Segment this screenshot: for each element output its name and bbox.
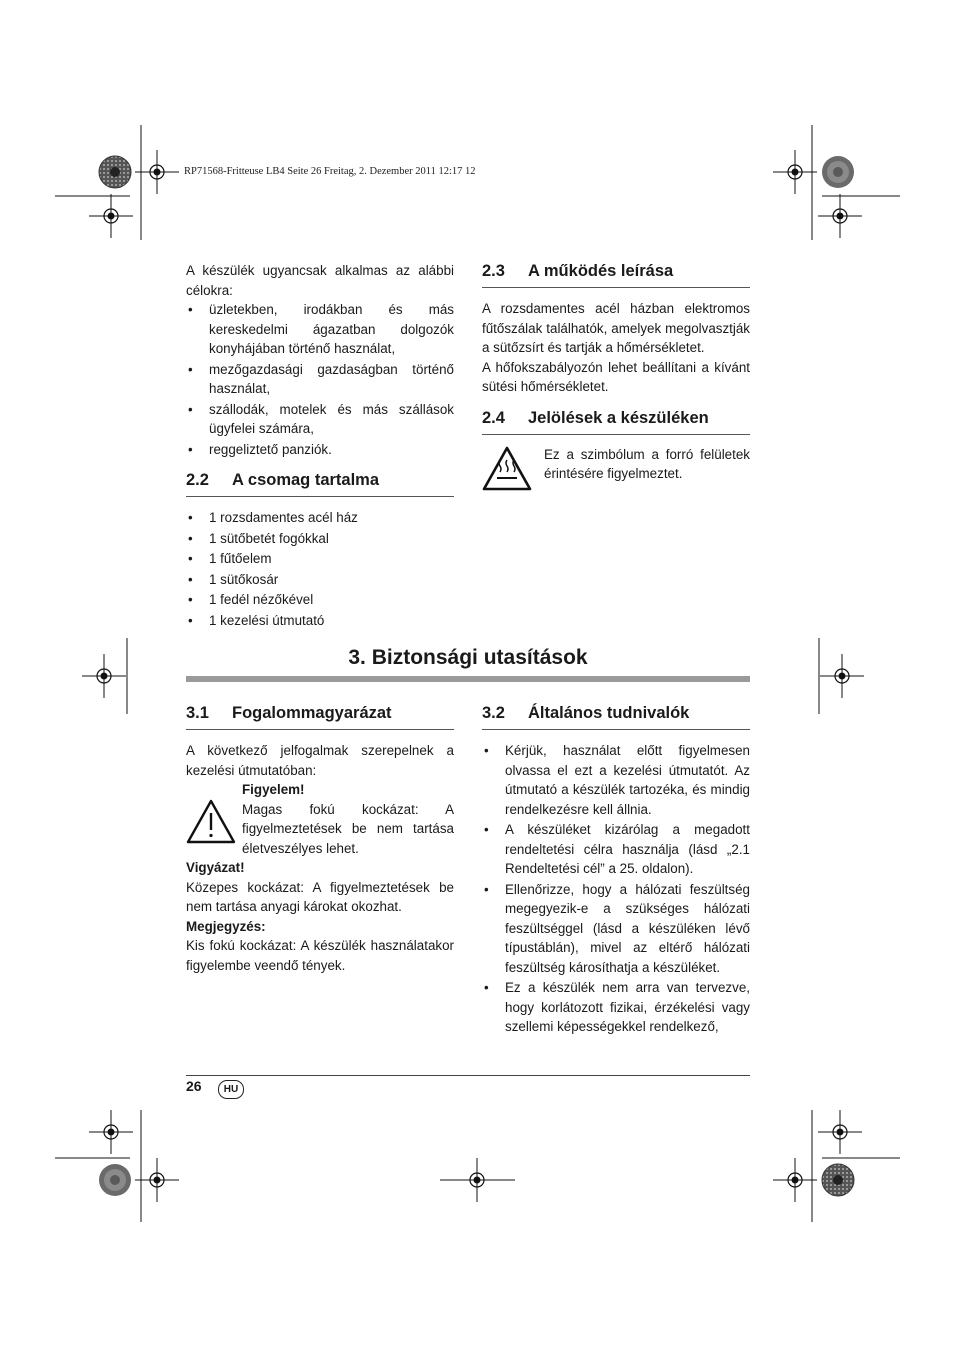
- section-heading-3-2: [482, 703, 750, 730]
- description-paragraph: A rozsdamentes acél házban elektromos fűtőszálak találhatók, amelyek megolvasztják a sütőzsírt és tartják a hőmérsékletet.: [482, 301, 750, 355]
- registration-starburst-icon: [822, 1164, 854, 1196]
- left-top-column: [186, 261, 454, 631]
- terms-intro: A következő jelfogalmak szerepelnek a kezelési útmutatóban:: [186, 743, 454, 778]
- registration-cross-icon: [135, 1158, 179, 1202]
- left-bottom-column: [186, 703, 454, 975]
- registration-cross-icon: [773, 150, 817, 194]
- megjegyzes-label: Megjegyzés:: [186, 918, 266, 934]
- registration-dot-icon: [822, 156, 854, 188]
- danger-row: [186, 780, 454, 858]
- figyelem-label: Figyelem!: [242, 782, 305, 797]
- print-header: RP71568-Fritteuse LB4 Seite 26 Freitag, 2. Dezember 2011 12:17 12: [184, 166, 476, 177]
- list-item: • üzletekben, irodákban és más kereskedelmi ágazatban dolgozók konyhájában történő használat,: [186, 300, 454, 359]
- section-heading-2-2: [186, 470, 454, 497]
- chapter-title: 3. Biztonsági utasítások: [348, 646, 588, 669]
- list-item: • Ellenőrizze, hogy a hálózati feszültség megegyezik-e a szükséges hálózati feszültséggel (lásd a készüléken lévő típustáblán), mivel az eltérő hálózati feszültség károsíthatja a készüléket.: [482, 880, 750, 978]
- hot-surface-text: Ez a szimbólum a forró felületek érintésére figyelmeztet.: [544, 446, 750, 481]
- figyelem-text: Magas fokú kockázat: A figyelmeztetések be nem tartása életveszélyes lehet.: [242, 801, 454, 856]
- general-info-list: [482, 741, 750, 1037]
- page-number: 26: [186, 1078, 202, 1094]
- description-paragraph: A hőfokszabályozón lehet beállítani a kívánt sütési hőmérsékletet.: [482, 359, 750, 394]
- vigyazat-label: Vigyázat!: [186, 860, 245, 875]
- list-item: • 1 rozsdamentes acél ház: [186, 508, 454, 528]
- section-title: Jelölések a készüléken: [528, 408, 709, 427]
- list-item: • szállodák, motelek és más szállások ügyfelei számára,: [186, 400, 454, 439]
- section-title: Fogalommagyarázat: [232, 704, 392, 722]
- registration-cross-icon: [818, 1110, 862, 1154]
- registration-starburst-icon: [99, 156, 131, 188]
- right-bottom-column: [482, 703, 750, 1038]
- language-badge: HU: [218, 1080, 244, 1099]
- section-number: 2.2: [186, 471, 209, 489]
- section-heading-3-1: [186, 703, 454, 730]
- registration-dot-icon: [99, 1164, 131, 1196]
- registration-cross-icon: [773, 1158, 817, 1202]
- list-item: • reggeliztető panziók.: [186, 440, 454, 460]
- list-item: • 1 kezelési útmutató: [186, 611, 454, 631]
- section-number: 2.4: [482, 408, 505, 427]
- section-number: 3.2: [482, 704, 505, 722]
- registration-cross-icon: [818, 194, 862, 238]
- hot-surface-row: [482, 445, 750, 491]
- list-item: • Ez a készülék nem arra van tervezve, hogy korlátozott fizikai, érzékelési vagy szellemi képességekkel rendelkező,: [482, 978, 750, 1037]
- registration-cross-icon: [82, 654, 126, 698]
- list-item: • Kérjük, használat előtt figyelmesen olvassa el ezt a kezelési útmutatót. Az útmutató a készülék tartozéka, és mindig rendelkezésre kell állnia.: [482, 741, 750, 819]
- right-top-column: [482, 261, 750, 491]
- package-contents-list: [186, 508, 454, 630]
- uses-list: [186, 300, 454, 459]
- registration-cross-icon: [820, 654, 864, 698]
- section-number: 3.1: [186, 704, 209, 722]
- list-item: • A készüléket kizárólag a megadott rendeltetési célra használja (lásd „2.1 Rendeltetési cél” a 25. oldalon).: [482, 820, 750, 879]
- danger-text-block: [242, 780, 454, 858]
- footer-divider: [186, 1075, 750, 1076]
- hot-surface-warning-icon: [482, 445, 532, 491]
- list-item: • 1 fűtőelem: [186, 549, 454, 569]
- section-heading-2-3: [482, 261, 750, 288]
- registration-cross-icon: [135, 150, 179, 194]
- list-item: • 1 sütőbetét fogókkal: [186, 529, 454, 549]
- section-title: A működés leírása: [528, 262, 674, 280]
- list-item: • 1 fedél nézőkével: [186, 590, 454, 610]
- list-item: • 1 sütőkosár: [186, 570, 454, 590]
- chapter-divider: [186, 676, 750, 682]
- registration-cross-icon: [89, 1110, 133, 1154]
- section-title: Általános tudnivalók: [528, 704, 690, 722]
- warning-triangle-icon: [186, 798, 236, 844]
- uses-intro: A készülék ugyancsak alkalmas az alábbi célokra:: [186, 263, 454, 298]
- section-number: 2.3: [482, 262, 505, 280]
- list-item: • mezőgazdasági gazdaságban történő használat,: [186, 360, 454, 399]
- registration-cross-icon: [89, 194, 133, 238]
- section-title: A csomag tartalma: [232, 471, 380, 489]
- section-heading-2-4: [482, 408, 750, 435]
- megjegyzes-text: Kis fokú kockázat: A készülék használatakor figyelembe veendő tények.: [186, 938, 454, 973]
- vigyazat-text: Közepes kockázat: A figyelmeztetések be nem tartása anyagi károkat okozhat.: [186, 879, 454, 914]
